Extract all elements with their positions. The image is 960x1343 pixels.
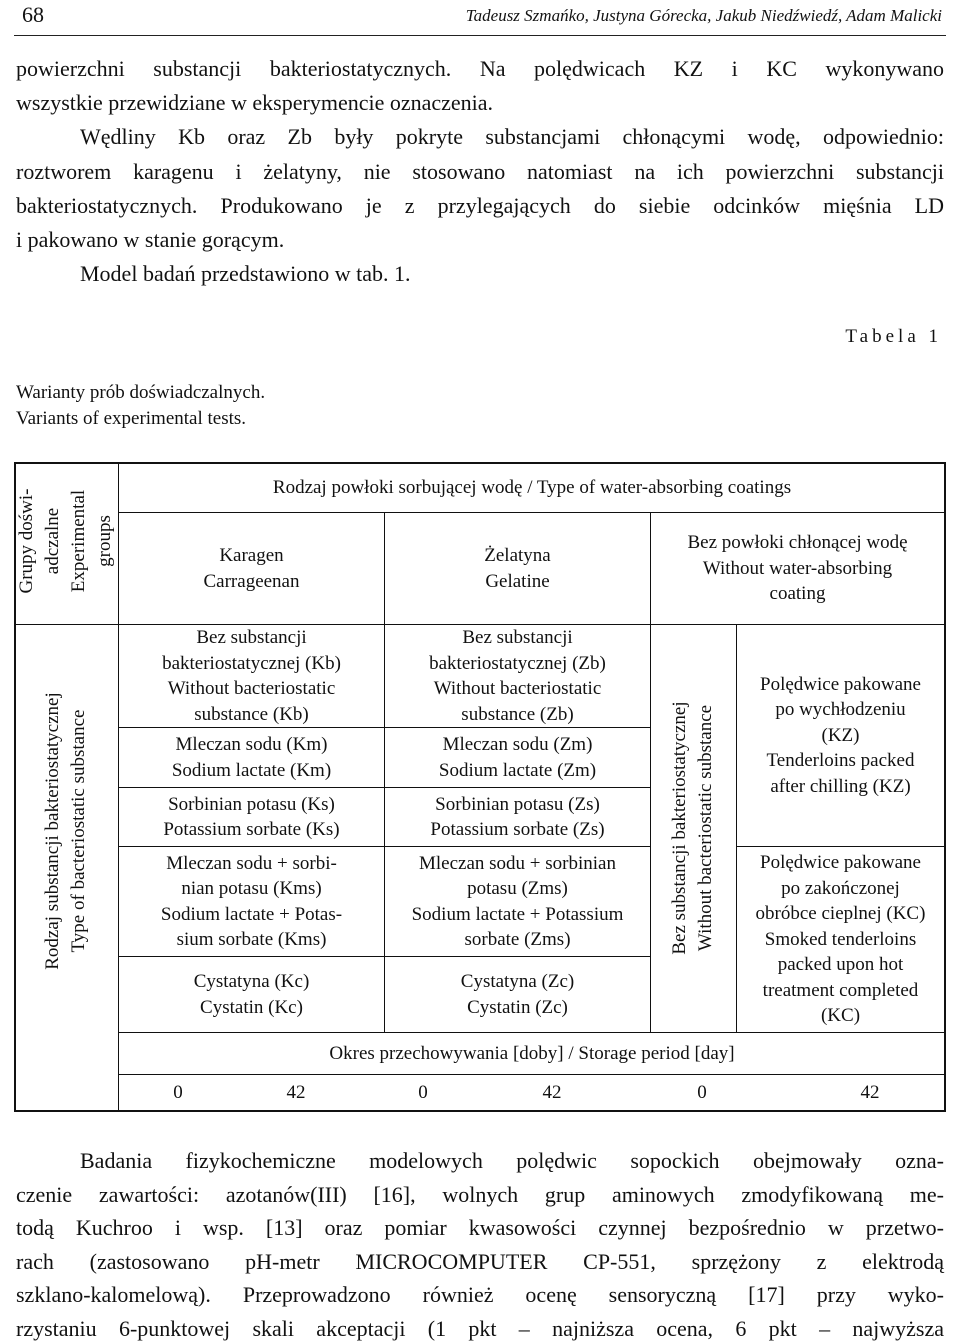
item-line: Bez substancji (196, 627, 307, 648)
item-line: Cystatin (Zc) (467, 996, 568, 1018)
header-line: Experimental (68, 489, 89, 593)
gelatine-item-zc (385, 957, 650, 1032)
item-line: Sodium lactate + Potassium (411, 903, 624, 925)
text-line: Model badań przedstawiono w tab. 1. (80, 261, 411, 287)
text-line: roztworem karagenu i żelatyny, nie stosowano natomiast na ich powierzchni substancji (16, 158, 944, 184)
substance-type-label (14, 589, 118, 1073)
item-line: Cystatyna (Zc) (460, 971, 575, 992)
item-line: Sodium lactate (Zm) (438, 759, 597, 781)
header-line: Żelatyna (484, 545, 551, 566)
item-line: potasu (Zms) (467, 878, 568, 899)
item-line: Without bacteriostatic (433, 678, 602, 699)
item-line: Mleczan sodu + sorbinian (419, 852, 616, 874)
karagen-item-km (119, 728, 384, 787)
text-line: czenie zawartości: azotanów(III) [16], wolnych grup aminowych zmodyfikowaną me- (16, 1181, 944, 1207)
item-line: substance (Zb) (461, 703, 574, 725)
no-coating-header (651, 513, 944, 624)
item-line: Without bacteriostatic (167, 678, 336, 699)
gelatine-item-zm (385, 728, 650, 787)
item-line: Cystatyna (Kc) (193, 971, 310, 992)
item-line: Polędwice pakowane (760, 673, 921, 695)
item-line: Polędwice pakowane (760, 852, 921, 874)
tenderloins-kc (737, 847, 944, 1032)
item-line: nian potasu (Kms) (181, 878, 322, 899)
label-line: Bez substancji bakteriostatycznej (669, 701, 690, 955)
text-line: rach (zastosowano pH-metr MICROCOMPUTER CP-551, sprzężony z elektrodą (16, 1248, 944, 1274)
item-line: Sodium lactate (Km) (171, 759, 332, 781)
item-line: Potassium sorbate (Ks) (163, 819, 340, 840)
item-line: Bez substancji (462, 627, 573, 648)
methods-paragraph (16, 1144, 944, 1343)
text-line: powierzchni substancji bakteriostatycznych. Na polędwicach KZ i KC wykonywano (16, 56, 944, 81)
header-line: groups (94, 515, 115, 567)
text-line: Badania fizykochemiczne modelowych polędwic sopockich obejmowały ozna- (80, 1148, 944, 1173)
karagen-header (119, 513, 384, 624)
item-line: Mleczan sodu (Km) (175, 734, 328, 755)
header-line: Carrageenan (203, 570, 300, 592)
gelatine-header (385, 513, 650, 624)
page-number: 68 (22, 2, 44, 27)
item-line: Mleczan sodu + sorbi- (166, 852, 337, 874)
gelatine-item-zms (385, 847, 650, 956)
day-value: 42 (860, 1081, 880, 1103)
header-line: adczalne (42, 507, 63, 575)
item-line: packed upon hot (777, 954, 904, 976)
header-line: Bez powłoki chłonącej wodę (687, 532, 908, 554)
item-line: Smoked tenderloins (764, 928, 917, 950)
day-value: 42 (542, 1081, 562, 1103)
caption-en: Variants of experimental tests. (16, 408, 247, 429)
item-line: treatment completed (762, 979, 919, 1001)
item-line: sorbate (Zms) (464, 929, 571, 950)
item-line: (KZ) (821, 724, 860, 746)
item-line: (KC) (820, 1005, 861, 1027)
border-line (944, 462, 946, 1112)
karagen-item-kms (119, 847, 384, 956)
header-line: coating (769, 583, 826, 605)
item-line: Sodium lactate + Potas- (160, 903, 343, 925)
item-line: Tenderloins packed (766, 750, 915, 772)
header-line: Grupy doświ- (16, 488, 37, 594)
day-value: 0 (418, 1081, 428, 1103)
karagen-item-kc (119, 957, 384, 1032)
item-line: po zakończonej (781, 877, 900, 899)
label-line: Without bacteriostatic substance (695, 704, 716, 952)
text-line: bakteriostatycznych. Produkowano je z przylegających do siebie odcinków mięśnia LD (16, 192, 944, 218)
label-line: Rodzaj substancji bakteriostatycznej (42, 692, 63, 970)
header-line: Gelatine (485, 570, 550, 592)
table-caption (16, 380, 265, 432)
text-line: rzystaniu 6-punktowej skali akceptacji (1 pkt – najniższa ocena, 6 pkt – najwyższa (16, 1315, 944, 1341)
item-line: sium sorbate (Kms) (176, 929, 327, 950)
coating-header: Rodzaj powłoki sorbującej wodę / Type of water-absorbing coatings (272, 476, 792, 498)
item-line: Potassium sorbate (Zs) (430, 819, 605, 840)
variants-table (14, 462, 946, 1112)
storage-period: Okres przechowywania [doby] / Storage period [day] (329, 1042, 735, 1064)
text-line: i pakowano w stanie gorącym. (16, 227, 285, 253)
header-line: Karagen (219, 545, 284, 566)
karagen-item-ks (119, 788, 384, 846)
gelatine-item-zb (385, 625, 650, 727)
running-header (14, 0, 946, 36)
item-line: Sorbinian potasu (Ks) (168, 793, 335, 815)
item-line: po wychłodzeniu (775, 699, 906, 721)
item-line: Cystatin (Kc) (200, 996, 303, 1018)
caption-pl: Warianty prób doświadczalnych. (16, 382, 266, 403)
author-line: Tadeusz Szmańko, Justyna Górecka, Jakub Niedźwiedź, Adam Malicki (465, 6, 942, 25)
border-line (14, 1110, 946, 1112)
day-value: 42 (286, 1081, 306, 1103)
item-line: obróbce cieplnej (KC) (755, 903, 926, 925)
item-line: bakteriostatycznej (Kb) (162, 652, 341, 674)
intro-text (16, 52, 944, 291)
gelatine-item-zs (385, 788, 650, 846)
label-line: Type of bacteriostatic substance (68, 709, 89, 953)
text-line: Wędliny Kb oraz Zb były pokryte substancjami chłonącymi wodę, odpowiednio: (80, 124, 944, 150)
item-line: bakteriostatycznej (Zb) (429, 652, 606, 674)
item-line: after chilling (KZ) (770, 775, 911, 797)
karagen-item-kb (119, 625, 384, 727)
text-line: todą Kuchroo i wsp. [13] oraz pomiar kwasowości czynnej bezpośrednio w przetwo- (16, 1215, 944, 1240)
day-value: 0 (173, 1081, 183, 1103)
item-line: Sorbinian potasu (Zs) (435, 793, 600, 815)
text-line: wszystkie przewidziane w eksperymencie oznaczenia. (16, 90, 494, 116)
no-bacteriostatic-label (650, 624, 736, 1032)
header-line: Without water-absorbing (702, 557, 893, 579)
item-line: Mleczan sodu (Zm) (442, 734, 593, 755)
item-line: substance (Kb) (194, 703, 309, 725)
text-line: szklano-kalomelową). Przeprowadzono również ocenę sensoryczną [17] przy wyko- (16, 1282, 944, 1307)
day-value: 0 (697, 1081, 707, 1103)
table-label: Tabela 1 (845, 326, 942, 347)
tenderloins-kz (737, 625, 944, 846)
